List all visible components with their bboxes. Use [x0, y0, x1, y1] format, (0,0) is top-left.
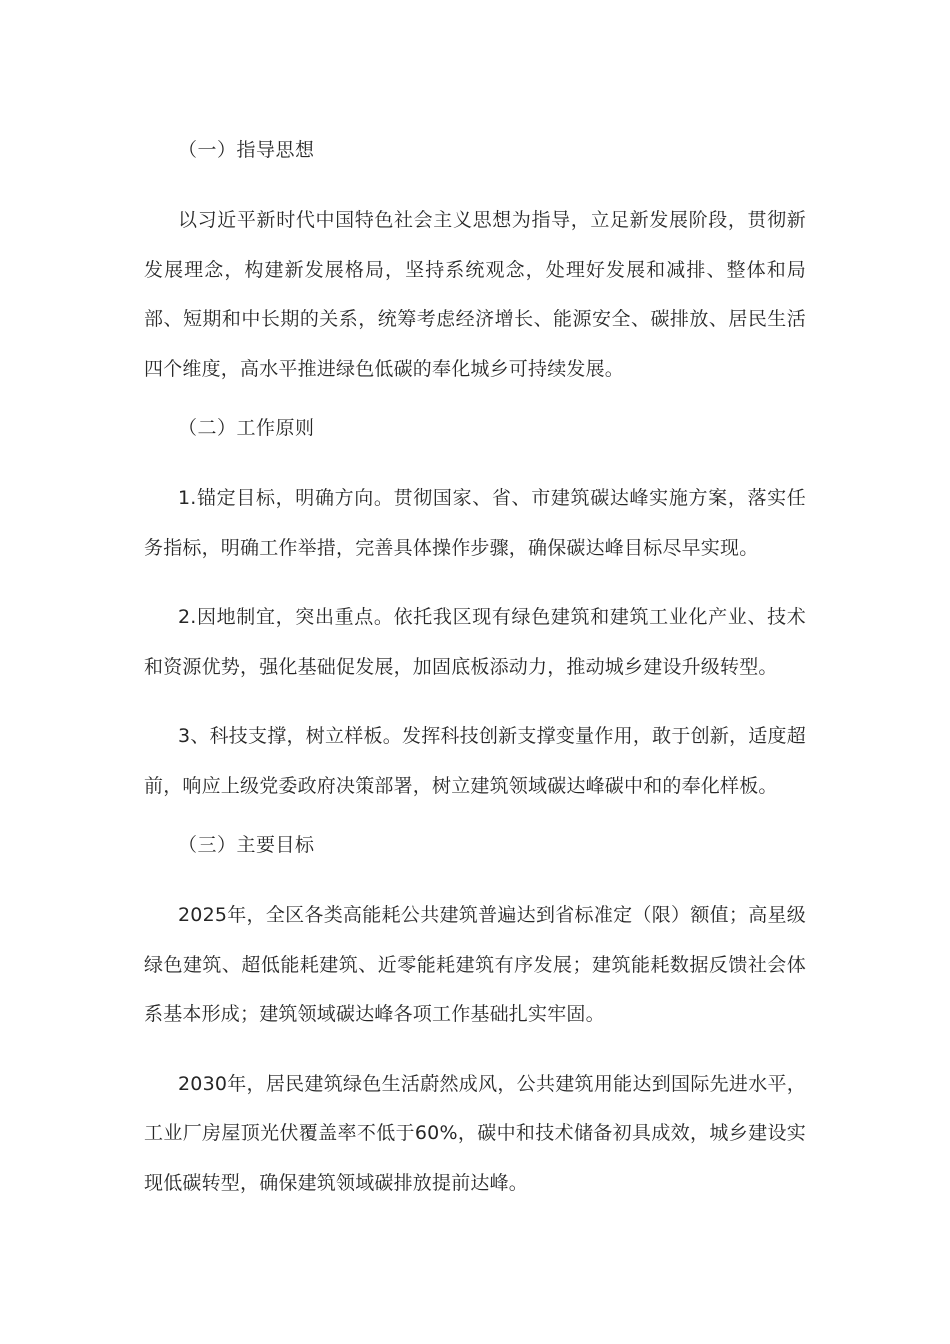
paragraph-goal-2030: 2030年，居民建筑绿色生活蔚然成风，公共建筑用能达到国际先进水平，工业厂房屋顶光伏覆盖率不低于60%，碳中和技术储备初具成效，城乡建设实现低碳转型，确保建筑领域碳排放提前达峰。	[144, 1072, 806, 1194]
paragraph-principle-2: 2.因地制宜，突出重点。依托我区现有绿色建筑和建筑工业化产业、技术和资源优势，强化基础促发展，加固底板添动力，推动城乡建设升级转型。	[144, 606, 806, 678]
section-heading-main-goals: （三）主要目标	[178, 834, 315, 856]
paragraph-principle-1: 1.锚定目标，明确方向。贯彻国家、省、市建筑碳达峰实施方案，落实任务指标，明确工作举措，完善具体操作步骤，确保碳达峰目标尽早实现。	[144, 487, 806, 559]
paragraph-principle-3: 3、科技支撑，树立样板。发挥科技创新支撑变量作用，敢于创新，适度超前，响应上级党委政府决策部署，树立建筑领域碳达峰碳中和的奉化样板。	[144, 725, 806, 797]
paragraph-goal-2025: 2025年，全区各类高能耗公共建筑普遍达到省标准定（限）额值；高星级绿色建筑、超低能耗建筑、近零能耗建筑有序发展；建筑能耗数据反馈社会体系基本形成；建筑领域碳达峰各项工作基础扎实牢固。	[144, 904, 806, 1025]
document-page	[144, 130, 806, 1208]
section-heading-work-principles: （二）工作原则	[178, 417, 315, 439]
section-heading-guiding-ideology: （一）指导思想	[178, 139, 315, 161]
paragraph-guiding-ideology: 以习近平新时代中国特色社会主义思想为指导，立足新发展阶段，贯彻新发展理念，构建新发展格局，坚持系统观念，处理好发展和减排、整体和局部、短期和中长期的关系，统筹考虑经济增长、能源安全、碳排放、居民生活四个维度，高水平推进绿色低碳的奉化城乡可持续发展。	[144, 209, 806, 380]
